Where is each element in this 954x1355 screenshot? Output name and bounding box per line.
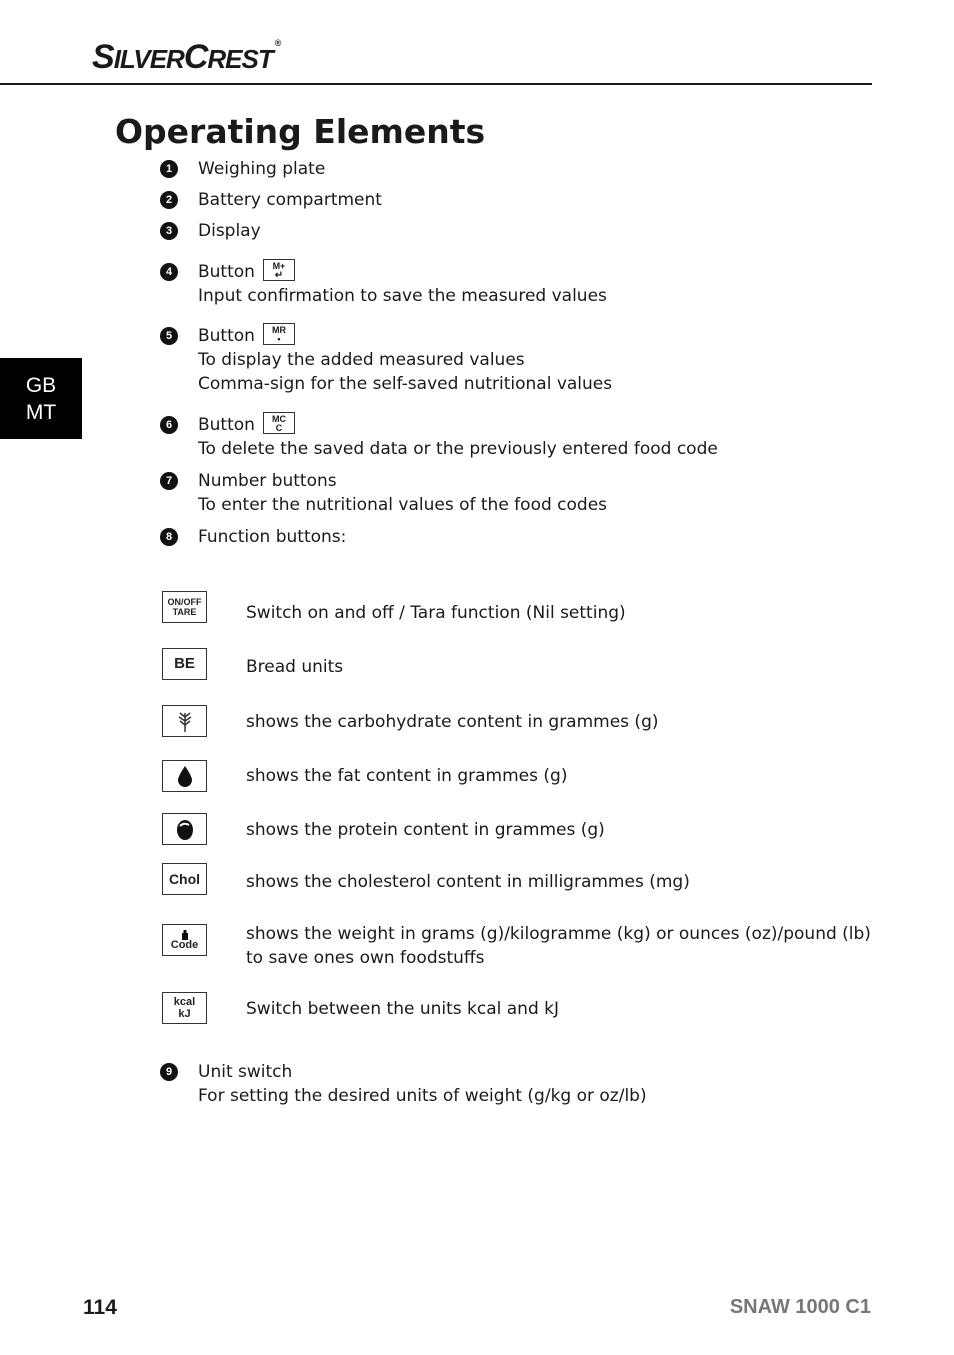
- function-text: shows the protein content in grammes (g): [246, 820, 605, 840]
- item-label: Button: [198, 415, 255, 435]
- item-number: 3: [160, 222, 178, 240]
- mc-key-icon: MC C: [263, 412, 295, 434]
- item-text: Unit switch: [198, 1062, 293, 1082]
- item-number: 6: [160, 416, 178, 434]
- item-label: Button: [198, 326, 255, 346]
- language-tab: [0, 358, 82, 439]
- item-label: Button: [198, 262, 255, 282]
- function-text: shows the weight in grams (g)/kilogramme (kg) or ounces (oz)/pound (lb) to save ones own foodstuffs: [246, 924, 871, 968]
- header-rule: [0, 83, 872, 85]
- brand-logo: SILVERCREST®: [92, 38, 281, 76]
- item-text: Function buttons:: [198, 527, 347, 547]
- item-number: 5: [160, 327, 178, 345]
- model-number: SNAW 1000 C1: [729, 1296, 871, 1318]
- item-text: Input confirmation to save the measured values: [198, 286, 607, 306]
- drop-icon: [162, 760, 207, 792]
- page-number: 114: [83, 1296, 117, 1319]
- m-plus-key-icon: M+ ↵: [263, 259, 295, 281]
- egg-icon: [162, 813, 207, 845]
- function-text: Switch on and off / Tara function (Nil setting): [246, 603, 626, 623]
- chol-key-icon: Chol: [162, 863, 207, 895]
- lang-mt: MT: [25, 400, 57, 424]
- item-text: Weighing plate: [198, 159, 326, 179]
- function-text: Switch between the units kcal and kJ: [246, 999, 560, 1019]
- function-text: shows the carbohydrate content in grammes (g): [246, 712, 659, 732]
- item-text: Display: [198, 221, 261, 241]
- item-number: 4: [160, 263, 178, 281]
- item-number: 1: [160, 160, 178, 178]
- item-text: For setting the desired units of weight (g/kg or oz/lb): [198, 1086, 647, 1106]
- item-number: 2: [160, 191, 178, 209]
- item-text: To enter the nutritional values of the food codes: [198, 495, 608, 515]
- item-text: Battery compartment: [198, 190, 382, 210]
- item-number: 9: [160, 1063, 178, 1081]
- item-number: 7: [160, 472, 178, 490]
- item-text: Number buttons: [198, 471, 337, 491]
- item-number: 8: [160, 528, 178, 546]
- on-off-tare-key-icon: ON/OFF TARE: [162, 591, 207, 623]
- item-text: Comma-sign for the self-saved nutritional values: [198, 374, 613, 394]
- weight-icon: Code: [162, 924, 207, 956]
- page-title: Operating Elements: [115, 112, 486, 151]
- item-text: To delete the saved data or the previously entered food code: [198, 439, 718, 459]
- function-text: shows the fat content in grammes (g): [246, 766, 568, 786]
- mr-key-icon: MR •: [263, 323, 295, 345]
- function-text: shows the cholesterol content in milligrammes (mg): [246, 872, 690, 892]
- wheat-icon: [162, 705, 207, 737]
- lang-gb: GB: [25, 373, 57, 397]
- function-text: Bread units: [246, 657, 344, 677]
- kcal-kj-key-icon: kcal kJ: [162, 992, 207, 1024]
- be-key-icon: BE: [162, 648, 207, 680]
- item-text: To display the added measured values: [198, 350, 525, 370]
